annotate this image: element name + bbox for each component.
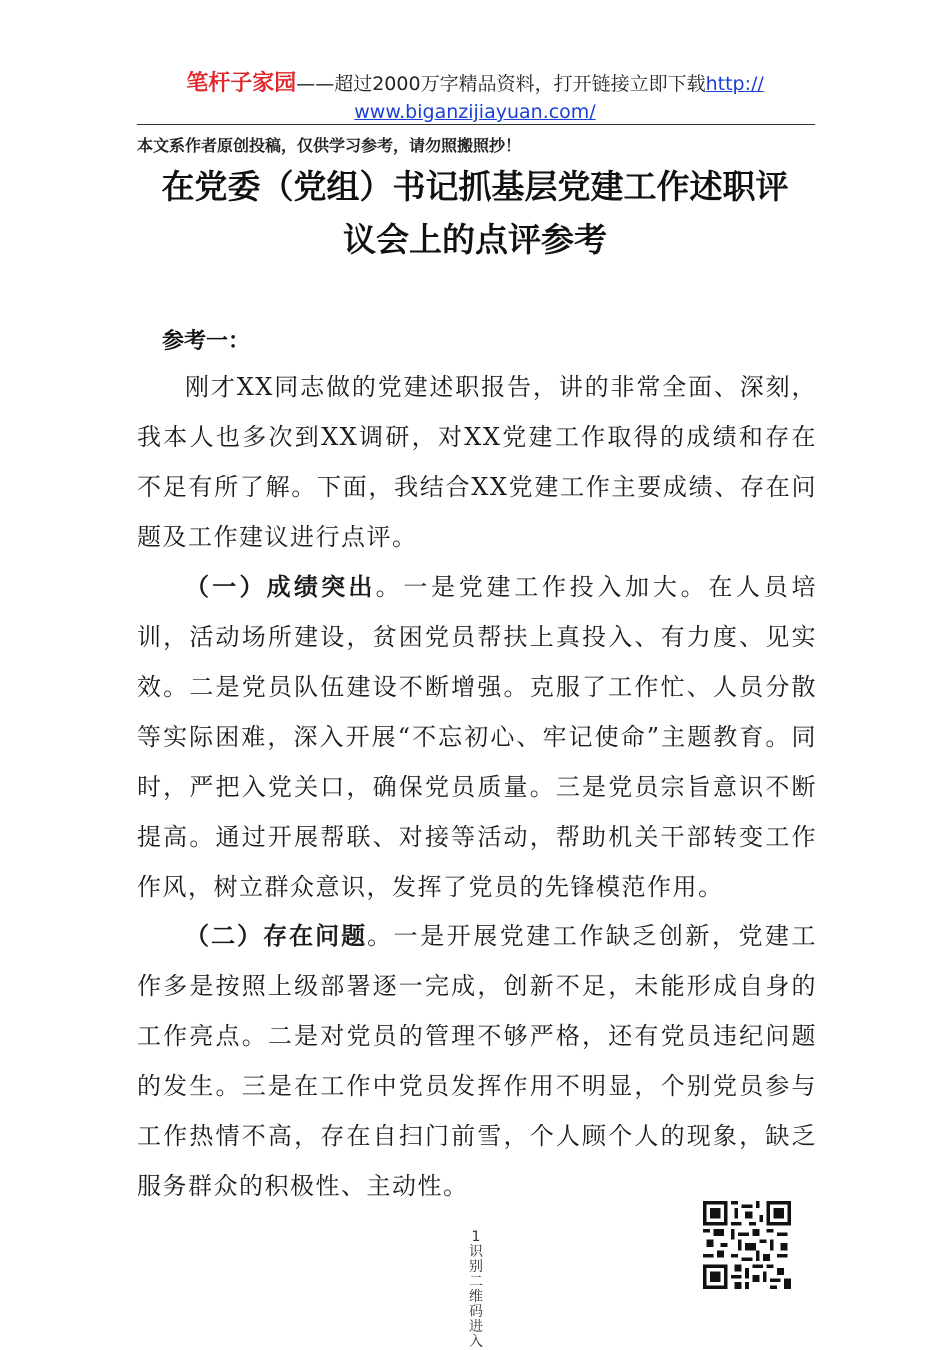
site-link-part1[interactable]: http:// xyxy=(705,73,764,95)
achievements-body: 。一是党建工作投入加大。在人员培训，活动场所建设，贫困党员帮扶上真投入、有力度、见实效。二是党员队伍建设不断增强。克服了工作忙、人员分散等实际困难，深入开展“不忘初心、牢记使命”主题教育。同时，严把入党关口，确保党员质量。三是党员宗旨意识不断提高。通过开展帮联、对接等活动，帮助机关干部转变工作作风，树立群众意识，发挥了党员的先锋模范作用。 xyxy=(137,573,818,901)
problems-heading: （二）存在问题 xyxy=(185,922,368,950)
paragraph-problems xyxy=(137,911,817,1211)
paragraph-intro: 刚才XX同志做的党建述职报告，讲的非常全面、深刻，我本人也多次到XX调研，对XX党建工作取得的成绩和存在不足有所了解。下面，我结合XX党建工作主要成绩、存在问题及工作建议进行点评。 xyxy=(137,373,817,551)
header-divider xyxy=(137,124,815,125)
site-link-part2[interactable]: www.biganzijiayuan.com/ xyxy=(354,101,596,123)
header-tagline: ——超过2000万字精品资料，打开链接立即下载 xyxy=(296,73,706,95)
problems-body: 。一是开展党建工作缺乏创新，党建工作多是按照上级部署逐一完成，创新不足，未能形成自身的工作亮点。二是对党员的管理不够严格，还有党员违纪问题的发生。三是在工作中党员发挥作用不明显，个别党员参与工作热情不高，存在自扫门前雪，个人顾个人的现象，缺乏服务群众的积极性、主动性。 xyxy=(137,922,818,1200)
achievements-heading: （一）成绩突出 xyxy=(185,573,376,601)
page-header xyxy=(137,70,813,126)
title-line-1: 在党委（党组）书记抓基层党建工作述职评 xyxy=(161,167,789,206)
document-title xyxy=(120,160,830,266)
paragraph-achievements xyxy=(137,562,817,912)
qr-caption: 1识别二维码进入 xyxy=(469,1229,483,1350)
copyright-notice: 本文系作者原创投稿，仅供学习参考，请勿照搬照抄！ xyxy=(137,136,522,155)
brand-name: 笔杆子家园 xyxy=(186,71,297,96)
title-line-2: 议会上的点评参考 xyxy=(343,220,607,259)
qr-code-icon[interactable] xyxy=(703,1201,791,1289)
section-label: 参考一： xyxy=(162,328,251,354)
